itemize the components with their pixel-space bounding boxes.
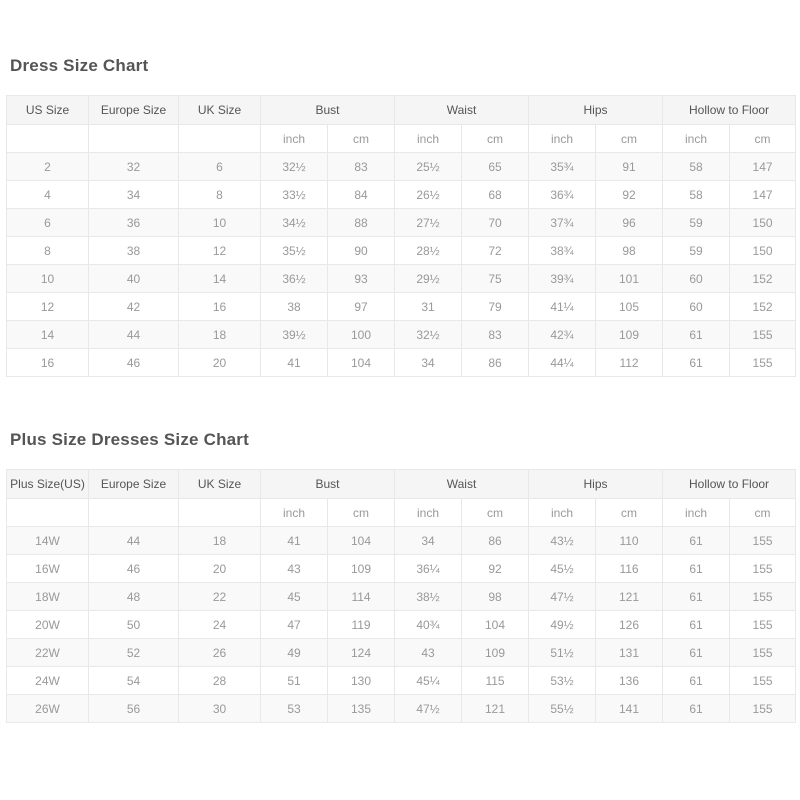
table-cell: 152: [730, 293, 796, 321]
table-cell: 61: [663, 583, 730, 611]
dress-size-table: [6, 95, 796, 377]
table-cell: 72: [462, 237, 529, 265]
table-cell: 86: [462, 349, 529, 377]
table-cell: 98: [462, 583, 529, 611]
table-cell: 26W: [7, 695, 89, 723]
table-cell: 26: [179, 639, 261, 667]
plus-size-chart-section: [6, 430, 794, 723]
table-row: [7, 611, 796, 639]
table-cell: 41¼: [529, 293, 596, 321]
table-cell: 36¼: [395, 555, 462, 583]
table-cell: 18: [179, 321, 261, 349]
table-cell: 2: [7, 153, 89, 181]
table-cell: 16: [7, 349, 89, 377]
table-cell: 155: [730, 555, 796, 583]
table-cell: 44: [89, 321, 179, 349]
table-cell: 121: [462, 695, 529, 723]
table-cell: 4: [7, 181, 89, 209]
unit-header: inch: [395, 499, 462, 527]
table-cell: 25½: [395, 153, 462, 181]
table-cell: 45½: [529, 555, 596, 583]
table-cell: 109: [596, 321, 663, 349]
table-cell: 119: [328, 611, 395, 639]
table-cell: 45¼: [395, 667, 462, 695]
table-cell: 56: [89, 695, 179, 723]
table-cell: 61: [663, 349, 730, 377]
table-row: [7, 639, 796, 667]
header-row: [7, 470, 796, 499]
table-cell: 34½: [261, 209, 328, 237]
table-cell: 124: [328, 639, 395, 667]
table-cell: 88: [328, 209, 395, 237]
table-cell: 48: [89, 583, 179, 611]
blank-cell: [89, 125, 179, 153]
table-cell: 109: [462, 639, 529, 667]
table-cell: 31: [395, 293, 462, 321]
table-cell: 37¾: [529, 209, 596, 237]
table-cell: 38¾: [529, 237, 596, 265]
table-cell: 20W: [7, 611, 89, 639]
table-cell: 14W: [7, 527, 89, 555]
table-row: [7, 153, 796, 181]
table-cell: 36½: [261, 265, 328, 293]
table-cell: 61: [663, 555, 730, 583]
table-cell: 136: [596, 667, 663, 695]
table-row: [7, 667, 796, 695]
unit-header: cm: [328, 125, 395, 153]
table-cell: 65: [462, 153, 529, 181]
table-cell: 131: [596, 639, 663, 667]
table-cell: 6: [179, 153, 261, 181]
table-cell: 46: [89, 555, 179, 583]
table-cell: 114: [328, 583, 395, 611]
table-cell: 6: [7, 209, 89, 237]
table-cell: 150: [730, 209, 796, 237]
table-cell: 155: [730, 583, 796, 611]
table-cell: 86: [462, 527, 529, 555]
table-cell: 98: [596, 237, 663, 265]
table-cell: 109: [328, 555, 395, 583]
table-cell: 10: [7, 265, 89, 293]
table-cell: 60: [663, 293, 730, 321]
table-cell: 24: [179, 611, 261, 639]
table-cell: 44: [89, 527, 179, 555]
table-cell: 39½: [261, 321, 328, 349]
table-cell: 16: [179, 293, 261, 321]
unit-header: inch: [261, 499, 328, 527]
table-cell: 36: [89, 209, 179, 237]
table-cell: 18: [179, 527, 261, 555]
table-row: [7, 349, 796, 377]
table-cell: 59: [663, 237, 730, 265]
table-cell: 41: [261, 349, 328, 377]
table-cell: 84: [328, 181, 395, 209]
column-header-waist: Waist: [395, 470, 529, 499]
table-cell: 116: [596, 555, 663, 583]
table-cell: 18W: [7, 583, 89, 611]
table-cell: 130: [328, 667, 395, 695]
table-cell: 47½: [395, 695, 462, 723]
table-cell: 155: [730, 695, 796, 723]
table-cell: 54: [89, 667, 179, 695]
plus-size-table-body: [7, 527, 796, 723]
table-row: [7, 237, 796, 265]
table-cell: 44¼: [529, 349, 596, 377]
table-cell: 155: [730, 321, 796, 349]
table-cell: 104: [328, 527, 395, 555]
table-cell: 38½: [395, 583, 462, 611]
blank-cell: [7, 125, 89, 153]
dress-size-chart-title: Dress Size Chart: [10, 56, 149, 75]
table-cell: 51½: [529, 639, 596, 667]
table-cell: 112: [596, 349, 663, 377]
table-cell: 155: [730, 527, 796, 555]
table-row: [7, 265, 796, 293]
table-row: [7, 321, 796, 349]
table-row: [7, 293, 796, 321]
table-cell: 147: [730, 181, 796, 209]
table-row: [7, 209, 796, 237]
header-row: [7, 96, 796, 125]
table-row: [7, 527, 796, 555]
table-cell: 32½: [395, 321, 462, 349]
table-cell: 12: [179, 237, 261, 265]
table-cell: 34: [89, 181, 179, 209]
plus-size-chart-title: Plus Size Dresses Size Chart: [10, 430, 249, 449]
table-cell: 49: [261, 639, 328, 667]
unit-header: inch: [395, 125, 462, 153]
unit-header: cm: [596, 499, 663, 527]
table-cell: 50: [89, 611, 179, 639]
unit-header: inch: [663, 499, 730, 527]
column-header-hollow-to-floor: Hollow to Floor: [663, 96, 796, 125]
table-row: [7, 555, 796, 583]
table-cell: 32: [89, 153, 179, 181]
table-cell: 38: [261, 293, 328, 321]
table-cell: 91: [596, 153, 663, 181]
blank-cell: [179, 499, 261, 527]
unit-header: inch: [529, 499, 596, 527]
table-cell: 43: [395, 639, 462, 667]
table-cell: 35½: [261, 237, 328, 265]
blank-cell: [7, 499, 89, 527]
unit-header: cm: [462, 499, 529, 527]
table-cell: 150: [730, 237, 796, 265]
table-cell: 141: [596, 695, 663, 723]
table-cell: 61: [663, 695, 730, 723]
table-cell: 53½: [529, 667, 596, 695]
unit-header-row: [7, 499, 796, 527]
table-cell: 155: [730, 667, 796, 695]
column-header-waist: Waist: [395, 96, 529, 125]
unit-header: cm: [730, 499, 796, 527]
unit-header: inch: [261, 125, 328, 153]
column-header-plus-size-us: Plus Size(US): [7, 470, 89, 499]
table-cell: 40¾: [395, 611, 462, 639]
table-cell: 10: [179, 209, 261, 237]
table-cell: 14: [7, 321, 89, 349]
column-header-us-size: US Size: [7, 96, 89, 125]
dress-size-chart-section: [6, 56, 794, 377]
table-cell: 97: [328, 293, 395, 321]
table-cell: 61: [663, 667, 730, 695]
table-cell: 110: [596, 527, 663, 555]
table-cell: 92: [596, 181, 663, 209]
blank-cell: [179, 125, 261, 153]
table-cell: 20: [179, 349, 261, 377]
table-cell: 51: [261, 667, 328, 695]
table-cell: 34: [395, 349, 462, 377]
table-cell: 52: [89, 639, 179, 667]
table-cell: 42¾: [529, 321, 596, 349]
table-cell: 40: [89, 265, 179, 293]
table-cell: 152: [730, 265, 796, 293]
table-cell: 27½: [395, 209, 462, 237]
table-cell: 43½: [529, 527, 596, 555]
table-cell: 68: [462, 181, 529, 209]
unit-header: cm: [462, 125, 529, 153]
unit-header: inch: [529, 125, 596, 153]
column-header-bust: Bust: [261, 470, 395, 499]
table-cell: 43: [261, 555, 328, 583]
table-cell: 104: [462, 611, 529, 639]
table-cell: 58: [663, 181, 730, 209]
table-cell: 53: [261, 695, 328, 723]
column-header-hips: Hips: [529, 96, 663, 125]
table-cell: 70: [462, 209, 529, 237]
column-header-europe-size: Europe Size: [89, 470, 179, 499]
table-cell: 90: [328, 237, 395, 265]
table-cell: 45: [261, 583, 328, 611]
table-cell: 61: [663, 639, 730, 667]
blank-cell: [89, 499, 179, 527]
table-cell: 28: [179, 667, 261, 695]
table-cell: 121: [596, 583, 663, 611]
table-cell: 28½: [395, 237, 462, 265]
table-cell: 155: [730, 349, 796, 377]
table-cell: 100: [328, 321, 395, 349]
table-cell: 22W: [7, 639, 89, 667]
table-row: [7, 181, 796, 209]
table-cell: 26½: [395, 181, 462, 209]
table-cell: 32½: [261, 153, 328, 181]
table-cell: 115: [462, 667, 529, 695]
table-cell: 34: [395, 527, 462, 555]
table-cell: 83: [328, 153, 395, 181]
table-cell: 135: [328, 695, 395, 723]
table-cell: 30: [179, 695, 261, 723]
table-row: [7, 583, 796, 611]
table-cell: 49½: [529, 611, 596, 639]
table-cell: 58: [663, 153, 730, 181]
table-cell: 22: [179, 583, 261, 611]
table-cell: 35¾: [529, 153, 596, 181]
column-header-hips: Hips: [529, 470, 663, 499]
table-cell: 96: [596, 209, 663, 237]
table-cell: 104: [328, 349, 395, 377]
table-cell: 61: [663, 321, 730, 349]
table-cell: 55½: [529, 695, 596, 723]
table-cell: 92: [462, 555, 529, 583]
unit-header: cm: [596, 125, 663, 153]
table-cell: 61: [663, 527, 730, 555]
table-cell: 36¾: [529, 181, 596, 209]
table-cell: 60: [663, 265, 730, 293]
unit-header: cm: [328, 499, 395, 527]
table-cell: 126: [596, 611, 663, 639]
table-cell: 8: [179, 181, 261, 209]
table-cell: 42: [89, 293, 179, 321]
unit-header-row: [7, 125, 796, 153]
table-cell: 8: [7, 237, 89, 265]
table-cell: 79: [462, 293, 529, 321]
column-header-bust: Bust: [261, 96, 395, 125]
unit-header: inch: [663, 125, 730, 153]
table-cell: 33½: [261, 181, 328, 209]
table-cell: 47½: [529, 583, 596, 611]
table-cell: 47: [261, 611, 328, 639]
column-header-europe-size: Europe Size: [89, 96, 179, 125]
column-header-uk-size: UK Size: [179, 96, 261, 125]
table-cell: 101: [596, 265, 663, 293]
table-row: [7, 695, 796, 723]
table-cell: 155: [730, 639, 796, 667]
table-cell: 155: [730, 611, 796, 639]
table-cell: 93: [328, 265, 395, 293]
table-cell: 38: [89, 237, 179, 265]
plus-size-table: [6, 469, 796, 723]
table-cell: 147: [730, 153, 796, 181]
table-cell: 75: [462, 265, 529, 293]
table-cell: 41: [261, 527, 328, 555]
table-cell: 14: [179, 265, 261, 293]
table-cell: 12: [7, 293, 89, 321]
column-header-uk-size: UK Size: [179, 470, 261, 499]
unit-header: cm: [730, 125, 796, 153]
table-cell: 83: [462, 321, 529, 349]
table-cell: 39¾: [529, 265, 596, 293]
column-header-hollow-to-floor: Hollow to Floor: [663, 470, 796, 499]
table-cell: 61: [663, 611, 730, 639]
table-cell: 105: [596, 293, 663, 321]
table-cell: 46: [89, 349, 179, 377]
table-cell: 16W: [7, 555, 89, 583]
table-cell: 29½: [395, 265, 462, 293]
table-cell: 59: [663, 209, 730, 237]
dress-size-table-body: [7, 153, 796, 377]
table-cell: 24W: [7, 667, 89, 695]
table-cell: 20: [179, 555, 261, 583]
